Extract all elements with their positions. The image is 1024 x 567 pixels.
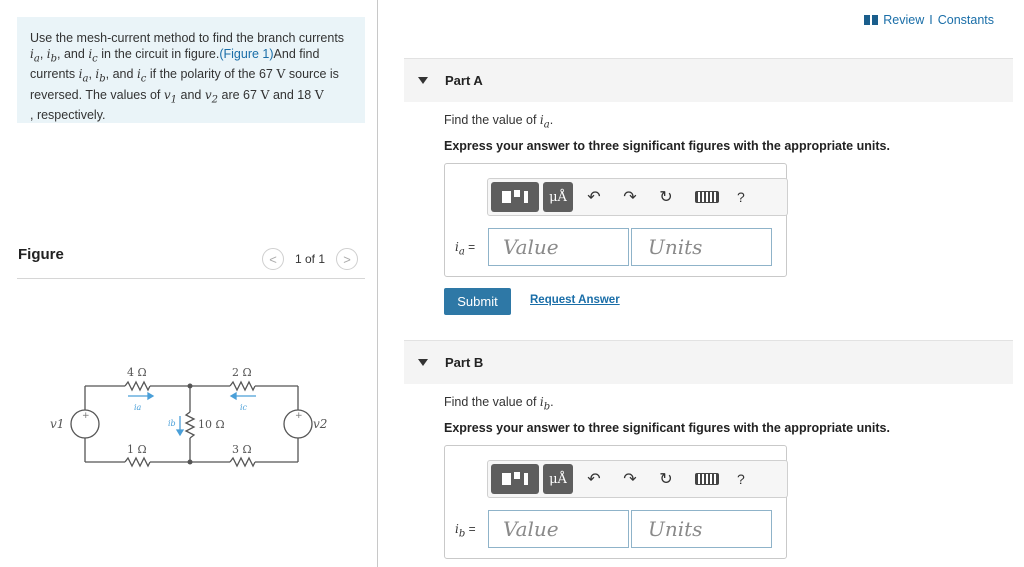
undo-icon[interactable]: ↶ [587, 471, 601, 488]
redo-icon[interactable]: ↷ [623, 471, 637, 488]
book-icon [864, 15, 878, 25]
prev-figure-button[interactable]: < [262, 248, 284, 270]
review-link[interactable]: Review [883, 13, 925, 27]
math-toolbar [487, 178, 788, 216]
template-sup-icon [514, 472, 520, 479]
r3-label: 10 Ω [198, 418, 225, 431]
undo-icon[interactable]: ↶ [587, 189, 601, 206]
keyboard-icon[interactable] [695, 473, 719, 485]
figure-heading: Figure [18, 246, 64, 263]
collapse-caret-icon[interactable] [418, 77, 428, 84]
figure-pager [262, 248, 358, 270]
units-button[interactable]: μÅ [543, 182, 573, 212]
part-a-value-input[interactable]: Value [488, 228, 629, 266]
collapse-caret-icon[interactable] [418, 359, 428, 366]
ic-label: ic [240, 403, 248, 412]
constants-link[interactable]: Constants [937, 13, 994, 27]
figure-link[interactable]: (Figure 1) [219, 46, 274, 61]
part-b-title: Part B [445, 355, 484, 370]
r4-label: 1 Ω [127, 443, 147, 456]
keyboard-icon[interactable] [695, 191, 719, 203]
v1-label: v1 [50, 417, 65, 431]
part-a-question: Find the value of $i_a$. [444, 113, 554, 131]
units-button[interactable]: μÅ [543, 464, 573, 494]
pager-count: 1 of 1 [295, 252, 326, 266]
problem-statement: Use the mesh-current method to find the branch currents $i_a$, $i_b$, and $i_c$ in the circuit in figure.(Figure 1)And find currents $i_a$, $i_b$, and $i_c$ if the polarity of the 67 V source is reversed. The values of $v_1$ and $v_2$ are 67 V and 18 V , respectively. [17, 17, 365, 123]
template-bar-icon [524, 191, 528, 203]
r5-label: 3 Ω [232, 443, 252, 456]
redo-icon[interactable]: ↷ [623, 189, 637, 206]
v2-label: v2 [313, 417, 328, 431]
figure-divider [17, 278, 365, 279]
part-b-variable: $i_b$ = [455, 522, 476, 540]
templates-button[interactable] [491, 464, 539, 494]
part-a-header[interactable] [404, 58, 1013, 102]
part-b-header[interactable] [404, 340, 1013, 384]
v2-plus: + [295, 411, 303, 421]
template-block-icon [502, 191, 511, 203]
request-answer-link[interactable]: Request Answer [530, 294, 620, 306]
r2-label: 2 Ω [232, 366, 252, 379]
part-b-instruction: Express your answer to three significant figures with the appropriate units. [444, 421, 890, 435]
submit-button[interactable]: Submit [444, 288, 511, 315]
reset-icon[interactable]: ↻ [659, 189, 673, 206]
ib-label: ib [168, 419, 176, 428]
template-sup-icon [514, 190, 520, 197]
next-figure-button[interactable]: > [336, 248, 358, 270]
templates-button[interactable] [491, 182, 539, 212]
part-b-answer-box [444, 445, 787, 559]
part-b-units-input[interactable]: Units [631, 510, 772, 548]
part-a-instruction: Express your answer to three significant figures with the appropriate units. [444, 139, 890, 153]
part-a-answer-box [444, 163, 787, 277]
left-pane [0, 0, 378, 567]
part-b-value-input[interactable]: Value [488, 510, 629, 548]
v1-plus: + [82, 411, 90, 421]
circuit-diagram [40, 360, 340, 470]
part-b-question: Find the value of $i_b$. [444, 395, 554, 413]
part-a-variable: $i_a$ = [455, 240, 476, 258]
ia-label: ia [134, 403, 142, 412]
help-icon[interactable]: ? [737, 189, 745, 205]
template-bar-icon [524, 473, 528, 485]
r1-label: 4 Ω [127, 366, 147, 379]
reset-icon[interactable]: ↻ [659, 471, 673, 488]
link-separator: I [929, 13, 933, 27]
part-a-units-input[interactable]: Units [631, 228, 772, 266]
part-a-title: Part A [445, 73, 483, 88]
top-links [864, 13, 994, 27]
math-toolbar [487, 460, 788, 498]
help-icon[interactable]: ? [737, 471, 745, 487]
template-block-icon [502, 473, 511, 485]
